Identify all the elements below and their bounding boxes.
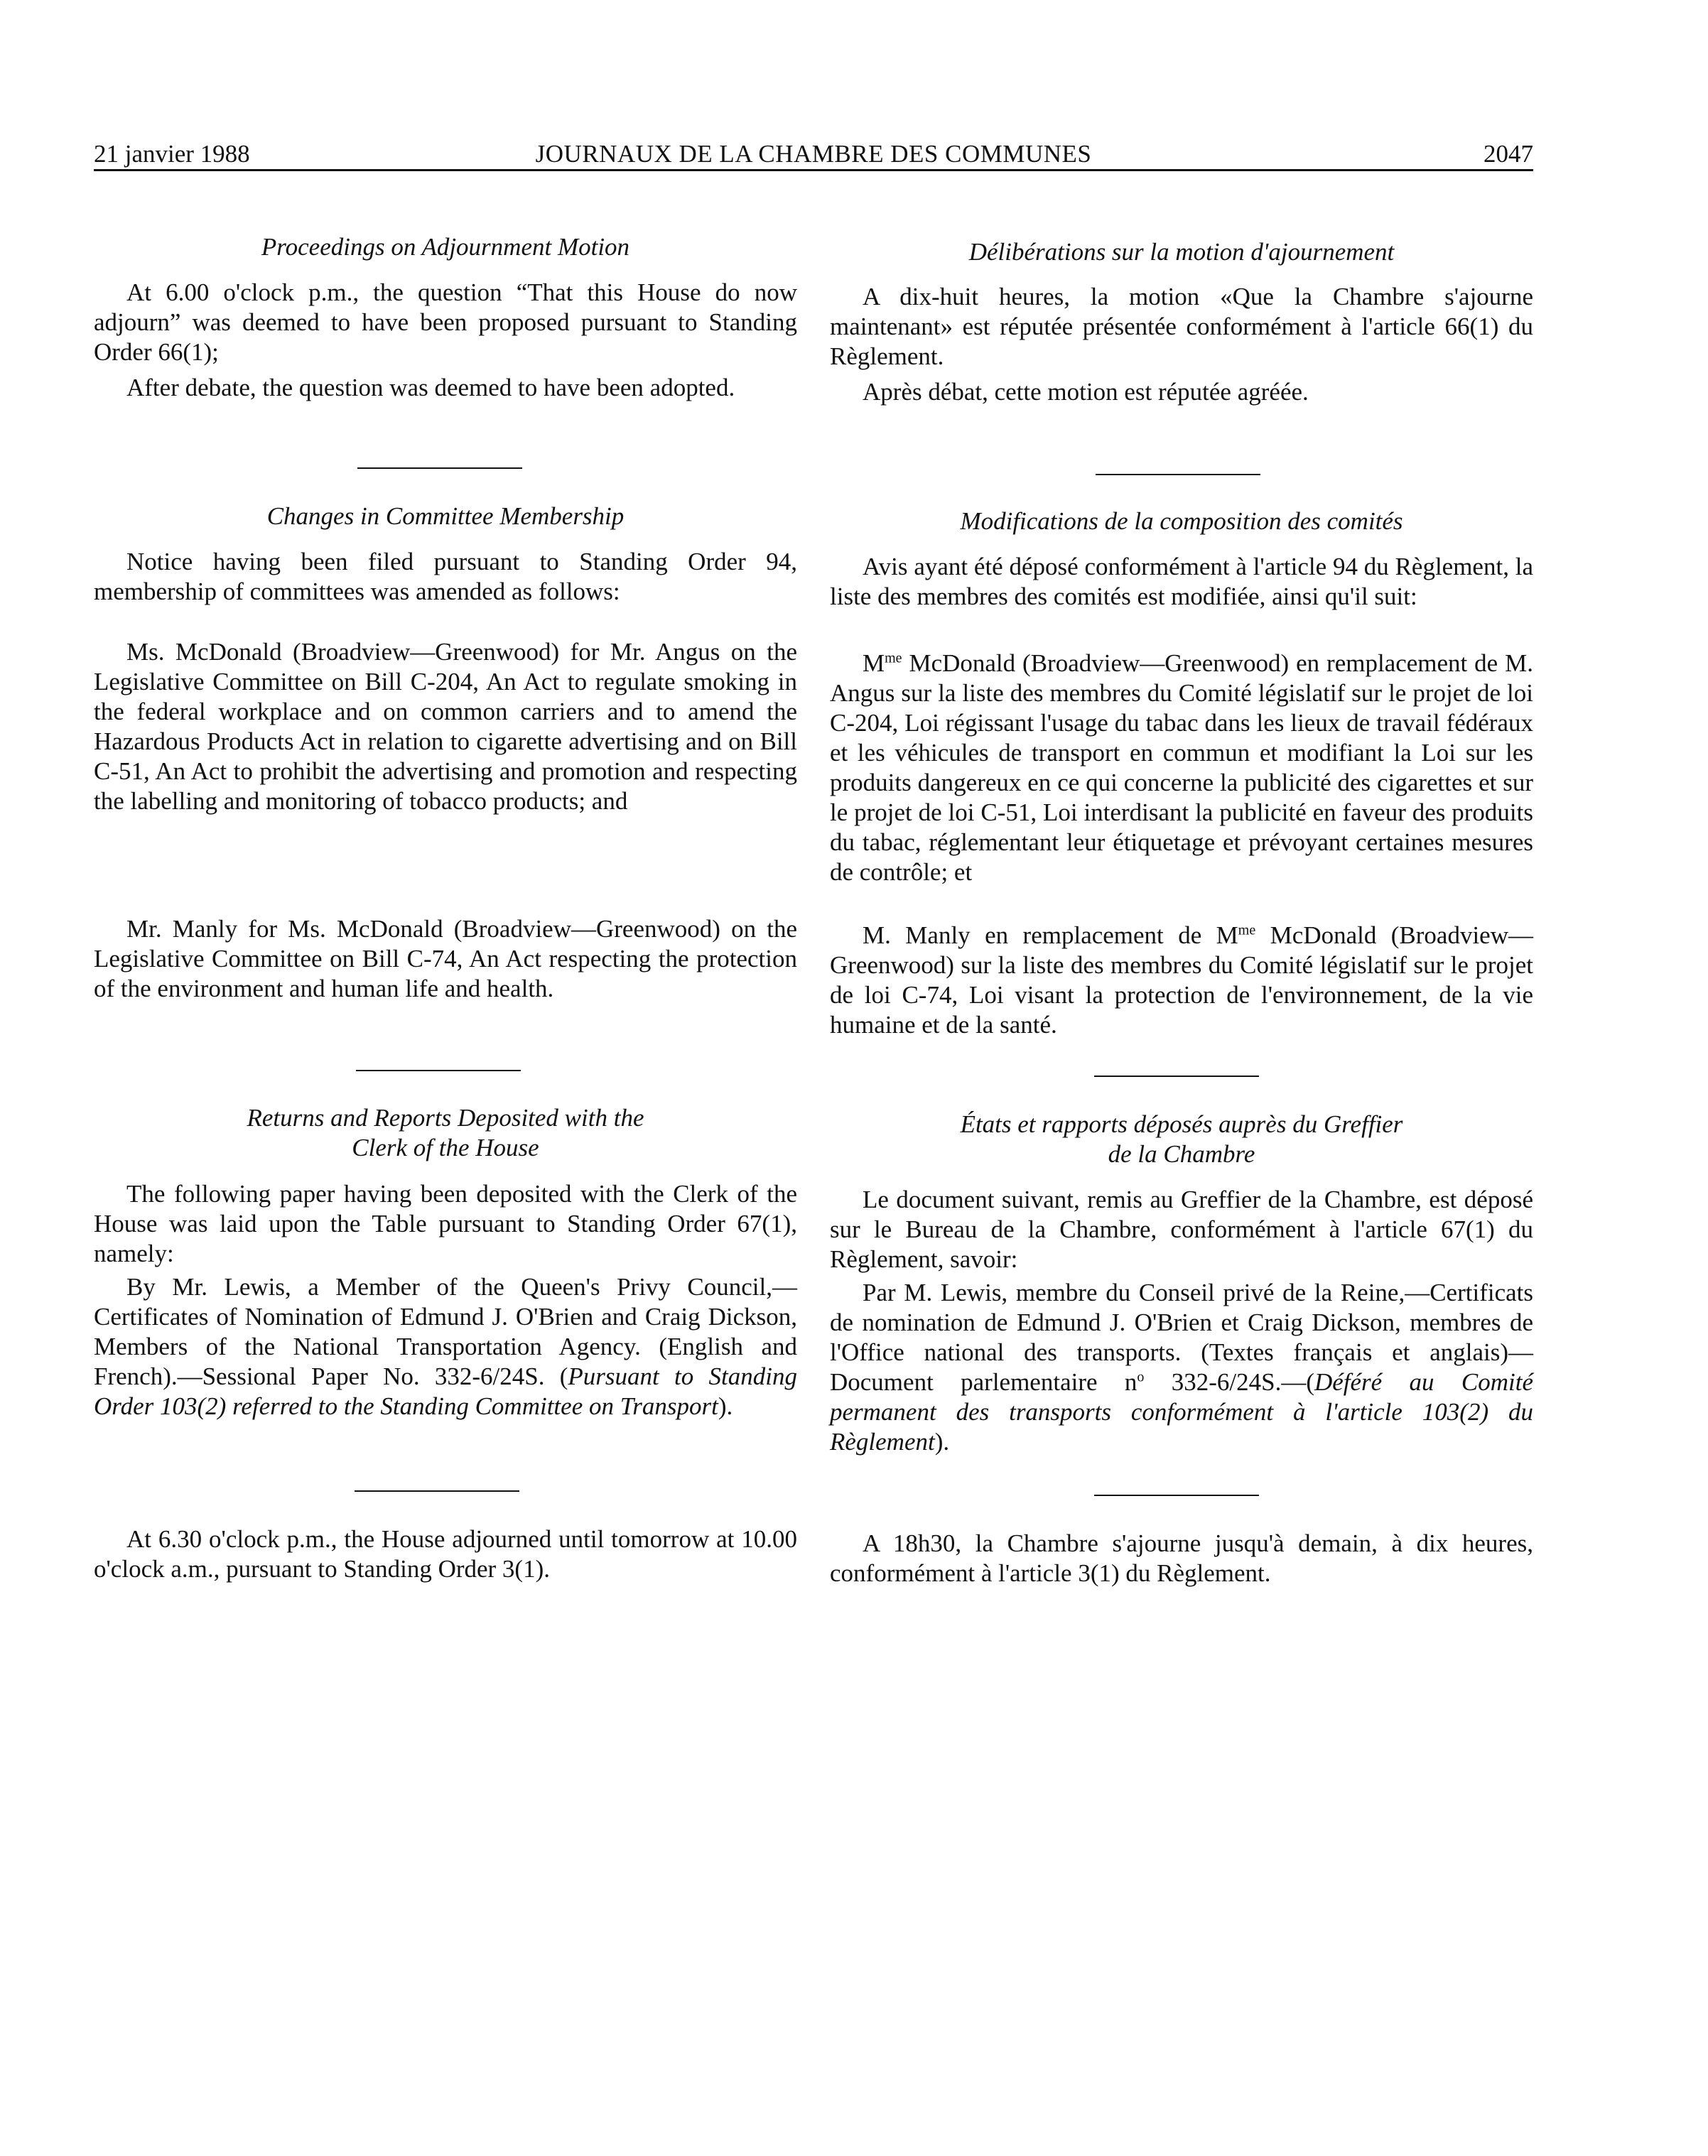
header-journal-title: JOURNAUX DE LA CHAMBRE DES COMMUNES [535, 140, 1092, 168]
en-separator-3 [355, 1490, 519, 1492]
fr-returns-para-2 [830, 1278, 1533, 1457]
en-returns-ref-italic: Pursuant to Standing Order 103(2) referred to the Standing Committee on Transport [94, 1363, 797, 1420]
en-final-adjournment-para: At 6.30 o'clock p.m., the House adjourned until tomorrow at 10.00 o'clock a.m., pursuant to Standing Order 3(1). [94, 1525, 797, 1583]
fr-separator-1 [1096, 474, 1260, 475]
fr-adjournment-heading: Délibérations sur la motion d'ajournement [968, 238, 1395, 266]
en-adjournment-para-1: At 6.00 o'clock p.m., the question “That this House do now adjourn” was deemed to have been proposed pursuant to Standing Order 66(1); [94, 278, 797, 366]
fr-separator-3 [1094, 1495, 1259, 1496]
en-committee-para-3: Mr. Manly for Ms. McDonald (Broadview—Greenwood) on the Legislative Committee on Bill C-74, An Act respecting the protection of the environment and human life and health. [94, 915, 797, 1002]
fr-returns-para-1: Le document suivant, remis au Greffier de la Chambre, est déposé sur le Bureau de la Chambre, conformément à l'article 67(1) du Règlement, savoir: [830, 1186, 1533, 1273]
header-page-number: 2047 [1483, 140, 1533, 168]
en-returns-ref-close: ). [718, 1392, 733, 1420]
en-returns-heading-line-2: Clerk of the House [352, 1134, 539, 1161]
fr-committee-para-3-a: M. Manly en remplacement de M [863, 921, 1238, 949]
en-returns-heading-line-1: Returns and Reports Deposited with the [247, 1104, 644, 1132]
fr-returns-ref-open: ( [1306, 1368, 1314, 1396]
en-separator-1 [357, 467, 522, 469]
running-head [94, 136, 1533, 172]
fr-separator-2 [1094, 1076, 1259, 1077]
fr-committee-para-3-sup: me [1238, 922, 1256, 938]
en-returns-para-2 [94, 1272, 797, 1421]
fr-committee-para-3-b: McDonald (Broadview—Greenwood) sur la liste des membres du Comité législatif sur le projet de loi C-74, Loi visant la protection de l'environnement, de la vie humaine et de la santé. [830, 921, 1533, 1039]
fr-returns-para-2-sup: o [1137, 1369, 1145, 1385]
en-returns-ref-open: ( [559, 1363, 568, 1390]
fr-returns-para-2-text2: 332-6/24S.— [1144, 1368, 1307, 1396]
fr-adjournment-para-1: A dix-huit heures, la motion «Que la Chambre s'ajourne maintenant» est réputée présentée conformément à l'article 66(1) du Règlement. [830, 283, 1533, 370]
header-date: 21 janvier 1988 [94, 140, 250, 168]
fr-returns-ref-close: ). [934, 1428, 950, 1456]
header-rule [94, 169, 1533, 171]
fr-committee-para-2-m: M [863, 649, 885, 677]
fr-committee-para-2-sup: me [885, 650, 902, 666]
fr-returns-heading-line-2: de la Chambre [1108, 1140, 1255, 1168]
fr-committee-para-2 [830, 649, 1533, 887]
fr-returns-ref-italic: Déféré au Comité permanent des transports conformément à l'article 103(2) du Règlement [830, 1368, 1533, 1456]
fr-final-adjournment-para: A 18h30, la Chambre s'ajourne jusqu'à demain, à dix heures, conformément à l'article 3(1) du Règlement. [830, 1529, 1533, 1587]
en-committee-heading: Changes in Committee Membership [266, 502, 625, 530]
fr-committee-para-1: Avis ayant été déposé conformément à l'article 94 du Règlement, la liste des membres des comités est modifiée, ainsi qu'il suit: [830, 553, 1533, 610]
en-committee-para-2: Ms. McDonald (Broadview—Greenwood) for Mr. Angus on the Legislative Committee on Bill C-204, An Act to regulate smoking in the federal workplace and on common carriers and to amend the Hazardous Products Act in relation to cigarette advertising and on Bill C-51, An Act to prohibit the advertising and promotion and respecting the labelling and monitoring of tobacco products; and [94, 638, 797, 815]
fr-returns-heading-line-1: États et rapports déposés auprès du Greffier [960, 1110, 1403, 1138]
en-returns-heading [94, 1103, 797, 1163]
en-returns-para-2-text: By Mr. Lewis, a Member of the Queen's Privy Council,—Certificates of Nomination of Edmund J. O'Brien and Craig Dickson, Members of the National Transportation Agency. (English and French).—Sessional Paper No. 332-6/24S. [94, 1273, 797, 1390]
fr-committee-para-2-text: McDonald (Broadview—Greenwood) en remplacement de M. Angus sur la liste des membres du Comité législatif sur le projet de loi C-204, Loi régissant l'usage du tabac dans les lieux de travail fédéraux et les véhicules de transport en commun et modifiant la Loi sur les produits dangereux en ce qui concerne la publicité des cigarettes et sur le projet de loi C-51, Loi interdisant la publicité en faveur des produits du tabac, réglementant leur étiquetage et prévoyant certaines mesures de contrôle; et [830, 649, 1533, 886]
fr-committee-heading: Modifications de la composition des comités [960, 507, 1403, 535]
fr-adjournment-para-2: Après débat, cette motion est réputée agréée. [863, 378, 1309, 406]
fr-committee-para-3 [830, 921, 1533, 1040]
en-returns-para-1: The following paper having been deposited with the Clerk of the House was laid upon the Table pursuant to Standing Order 67(1), namely: [94, 1180, 797, 1267]
fr-returns-para-2-text: Par M. Lewis, membre du Conseil privé de la Reine,—Certificats de nomination de Edmund J. O'Brien et Craig Dickson, membres de l'Office national des transports. (Textes français et anglais)—Document parlementaire n [830, 1279, 1533, 1396]
en-adjournment-para-2: After debate, the question was deemed to have been adopted. [126, 374, 735, 401]
fr-returns-heading [830, 1110, 1533, 1169]
en-adjournment-heading: Proceedings on Adjournment Motion [261, 233, 630, 261]
en-separator-2 [356, 1070, 521, 1071]
en-committee-para-1: Notice having been filed pursuant to Standing Order 94, membership of committees was amended as follows: [94, 548, 797, 605]
